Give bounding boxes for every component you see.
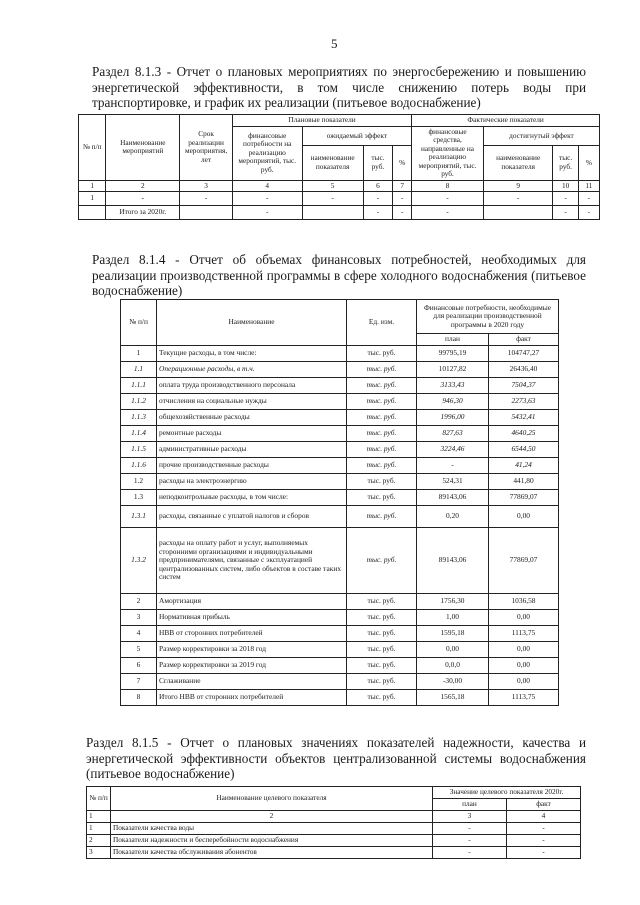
- row-name: Операционные расходы, в т.ч.: [157, 362, 347, 378]
- table-row: [121, 458, 559, 474]
- header-unit: Ед. изм.: [347, 300, 417, 346]
- table-cell: 1: [87, 811, 111, 823]
- row-num: 4: [121, 626, 157, 642]
- target-indicators-body: [87, 823, 581, 859]
- table-cell: -: [412, 206, 484, 220]
- table-cell: 3: [433, 811, 507, 823]
- row-num: 1.1.5: [121, 442, 157, 458]
- header-target-value: Значение целевого показателя 2020г.: [433, 787, 581, 799]
- row-plan: 0,00: [417, 642, 489, 658]
- table-row: [121, 690, 559, 706]
- table-cell: 6: [363, 180, 393, 192]
- header-plan: план: [433, 799, 507, 811]
- row-name: расходы на электроэнергию: [157, 474, 347, 490]
- table-cell: 9: [483, 180, 553, 192]
- table-cell: 11: [578, 180, 599, 192]
- table-cell: -: [363, 206, 393, 220]
- header-indicator-name: Наименование целевого показателя: [111, 787, 433, 811]
- header-num: № п/п: [79, 115, 106, 181]
- target-indicators-table: [86, 786, 581, 859]
- table-cell: -: [106, 192, 180, 206]
- row-unit: тыс. руб.: [347, 528, 417, 594]
- row-unit: тыс. руб.: [347, 506, 417, 528]
- row-unit: тыс. руб.: [347, 410, 417, 426]
- row-num: 2: [121, 594, 157, 610]
- table-cell: -: [393, 192, 412, 206]
- table-row: [121, 658, 559, 674]
- row-unit: тыс. руб.: [347, 378, 417, 394]
- row-num: 8: [121, 690, 157, 706]
- header-actual: Фактические показатели: [412, 115, 600, 127]
- table-cell: 10: [553, 180, 578, 192]
- header-fin-need: Финансовые потребности, необходимые для реализации производственной программы в 2020 году: [417, 300, 559, 334]
- table-cell: [180, 206, 233, 220]
- table-row: [79, 192, 600, 206]
- table-cell: -: [483, 192, 553, 206]
- row-name: расходы, связанные с уплатой налогов и сборов: [157, 506, 347, 528]
- row-num: 1.1.6: [121, 458, 157, 474]
- row-num: 3: [87, 847, 111, 859]
- header-percent: %: [578, 146, 599, 180]
- table-cell: 1: [79, 192, 106, 206]
- header-name: Наименование: [157, 300, 347, 346]
- row-fact: 1113,75: [489, 690, 559, 706]
- row-name: общехозяйственные расходы: [157, 410, 347, 426]
- table-row: [121, 362, 559, 378]
- row-unit: тыс. руб.: [347, 626, 417, 642]
- row-fact: 77869,07: [489, 490, 559, 506]
- row-num: 1: [121, 346, 157, 362]
- header-num: № п/п: [87, 787, 111, 811]
- table-cell: 3: [180, 180, 233, 192]
- row-name: Размер корректировки за 2018 год: [157, 642, 347, 658]
- section-8-1-3-heading: Раздел 8.1.3 - Отчет о плановых мероприятиях по энергосбережению и повышению энергетической эффективности, в том числе снижению потерь воды при транспортировке, и график их реализации (питьевое водоснабжение): [92, 64, 586, 110]
- row-name: Размер корректировки за 2019 год: [157, 658, 347, 674]
- row-fact: 41,24: [489, 458, 559, 474]
- table-cell: -: [363, 192, 393, 206]
- row-unit: тыс. руб.: [347, 610, 417, 626]
- row-plan: -: [433, 835, 507, 847]
- row-num: 1.1.4: [121, 426, 157, 442]
- row-unit: тыс. руб.: [347, 690, 417, 706]
- table-row: [121, 394, 559, 410]
- table-cell: 2: [106, 180, 180, 192]
- row-name: расходы на оплату работ и услуг, выполняемых сторонними организациями и индивидуальными предпринимателями, связанные с эксплуатацией централизованных систем, либо объектов в составе таких систем: [157, 528, 347, 594]
- table-row: [121, 642, 559, 658]
- total-row: [79, 206, 600, 220]
- header-achieved-effect: достигнутый эффект: [483, 126, 599, 146]
- table-cell: [483, 206, 553, 220]
- row-name: Показатели качества обслуживания абонентов: [111, 847, 433, 859]
- table-cell: -: [180, 192, 233, 206]
- row-num: 1.3.1: [121, 506, 157, 528]
- row-unit: тыс. руб.: [347, 642, 417, 658]
- row-name: Показатели качества воды: [111, 823, 433, 835]
- row-fact: 1113,75: [489, 626, 559, 642]
- row-fact: 5432,41: [489, 410, 559, 426]
- row-name: оплата труда производственного персонала: [157, 378, 347, 394]
- row-num: 6: [121, 658, 157, 674]
- table-cell: 4: [507, 811, 581, 823]
- table-row: [87, 823, 581, 835]
- header-thous-rub: тыс. руб.: [363, 146, 393, 180]
- table-cell: -: [302, 192, 363, 206]
- row-fact: 2273,63: [489, 394, 559, 410]
- row-unit: тыс. руб.: [347, 394, 417, 410]
- table-row: [121, 626, 559, 642]
- row-num: 1.1.3: [121, 410, 157, 426]
- column-numbers-row: [87, 811, 581, 823]
- row-fact: 0,00: [489, 610, 559, 626]
- row-plan: 1,00: [417, 610, 489, 626]
- header-expected-effect: ожидаемый эффект: [302, 126, 412, 146]
- header-fin-need: финансовые потребности на реализацию мероприятий, тыс. руб.: [232, 126, 302, 180]
- row-num: 1.1: [121, 362, 157, 378]
- row-fact: -: [507, 823, 581, 835]
- table-row: [121, 474, 559, 490]
- row-name: Нормативная прибыль: [157, 610, 347, 626]
- row-unit: тыс. руб.: [347, 362, 417, 378]
- row-num: 1.1.2: [121, 394, 157, 410]
- row-plan: 1595,18: [417, 626, 489, 642]
- row-name: отчисления на социальные нужды: [157, 394, 347, 410]
- row-name: Текущие расходы, в том числе:: [157, 346, 347, 362]
- table-cell: 4: [232, 180, 302, 192]
- row-unit: тыс. руб.: [347, 594, 417, 610]
- table-cell: -: [578, 206, 599, 220]
- table-row: [121, 442, 559, 458]
- table-cell: -: [412, 192, 484, 206]
- row-fact: -: [507, 847, 581, 859]
- row-fact: 0,00: [489, 642, 559, 658]
- header-indicator-name: наименование показателя: [483, 146, 553, 180]
- table-cell: [79, 206, 106, 220]
- energy-measures-table: [78, 114, 600, 220]
- financial-needs-body: [121, 346, 559, 706]
- table-cell: 2: [111, 811, 433, 823]
- header-fact: факт: [489, 334, 559, 346]
- row-plan: -: [417, 458, 489, 474]
- row-plan: 10127,82: [417, 362, 489, 378]
- header-thous-rub: тыс. руб.: [553, 146, 578, 180]
- table-cell: -: [232, 206, 302, 220]
- table-row: [87, 835, 581, 847]
- header-percent: %: [393, 146, 412, 180]
- table-cell: [302, 206, 363, 220]
- row-fact: 26436,40: [489, 362, 559, 378]
- row-name: административные расходы: [157, 442, 347, 458]
- row-plan: 0,0,0: [417, 658, 489, 674]
- table-cell: 8: [412, 180, 484, 192]
- row-fact: 0,00: [489, 674, 559, 690]
- section-8-1-4-heading: Раздел 8.1.4 - Отчет об объемах финансовых потребностей, необходимых для реализации производственной программы в сфере холодного водоснабжения (питьевое водоснабжение): [92, 252, 586, 298]
- table-cell: 1: [79, 180, 106, 192]
- row-plan: 827,63: [417, 426, 489, 442]
- table-row: [121, 528, 559, 594]
- row-num: 2: [87, 835, 111, 847]
- table-row: [121, 506, 559, 528]
- row-plan: 524,31: [417, 474, 489, 490]
- header-term: Срок реализации мероприятия, лет: [180, 115, 233, 181]
- table-row: [121, 378, 559, 394]
- row-unit: тыс. руб.: [347, 674, 417, 690]
- row-unit: тыс. руб.: [347, 490, 417, 506]
- row-name: НВВ от сторонних потребителей: [157, 626, 347, 642]
- table-row: [121, 426, 559, 442]
- row-num: 1.1.1: [121, 378, 157, 394]
- row-num: 7: [121, 674, 157, 690]
- row-fact: 77869,07: [489, 528, 559, 594]
- row-plan: 1996,00: [417, 410, 489, 426]
- table-row: [87, 847, 581, 859]
- table-cell: -: [578, 192, 599, 206]
- total-label: Итого за 2020г.: [106, 206, 180, 220]
- financial-needs-table: [120, 299, 559, 706]
- table-cell: -: [232, 192, 302, 206]
- row-name: Показатели надежности и бесперебойности водоснабжения: [111, 835, 433, 847]
- header-planned: Плановые показатели: [232, 115, 411, 127]
- row-name: ремонтные расходы: [157, 426, 347, 442]
- section-8-1-5-heading: Раздел 8.1.5 - Отчет о плановых значениях показателей надежности, качества и энергетической эффективности объектов централизованной системы водоснабжения (питьевое водоснабжение): [86, 735, 586, 781]
- row-plan: -: [433, 847, 507, 859]
- header-fact: факт: [507, 799, 581, 811]
- row-plan: 89143,06: [417, 490, 489, 506]
- row-plan: 1756,30: [417, 594, 489, 610]
- row-name: Амортизация: [157, 594, 347, 610]
- row-num: 5: [121, 642, 157, 658]
- row-unit: тыс. руб.: [347, 346, 417, 362]
- row-fact: 0,00: [489, 506, 559, 528]
- header-fin-means: финансовые средства, направленные на реализацию мероприятий, тыс. руб.: [412, 126, 484, 180]
- row-name: прочие производственные расходы: [157, 458, 347, 474]
- table-cell: -: [393, 206, 412, 220]
- row-fact: 1036,58: [489, 594, 559, 610]
- row-num: 1.3: [121, 490, 157, 506]
- column-numbers-row: [79, 180, 600, 192]
- row-plan: 89143,06: [417, 528, 489, 594]
- row-plan: 3133,43: [417, 378, 489, 394]
- row-name: Итого НВВ от сторонних потребителей: [157, 690, 347, 706]
- row-plan: -: [433, 823, 507, 835]
- row-fact: 7504,37: [489, 378, 559, 394]
- row-num: 1: [87, 823, 111, 835]
- row-plan: 946,30: [417, 394, 489, 410]
- header-num: № п/п: [121, 300, 157, 346]
- row-name: неподконтрольные расходы, в том числе:: [157, 490, 347, 506]
- row-unit: тыс. руб.: [347, 442, 417, 458]
- table-row: [121, 490, 559, 506]
- row-fact: 6544,50: [489, 442, 559, 458]
- row-fact: 4640,25: [489, 426, 559, 442]
- header-plan: план: [417, 334, 489, 346]
- table-cell: -: [553, 192, 578, 206]
- table-cell: 7: [393, 180, 412, 192]
- header-indicator-name: наименование показателя: [302, 146, 363, 180]
- table-row: [121, 610, 559, 626]
- row-num: 1.2: [121, 474, 157, 490]
- table-cell: -: [553, 206, 578, 220]
- row-fact: 441,80: [489, 474, 559, 490]
- row-plan: -30,00: [417, 674, 489, 690]
- page-number: 5: [331, 36, 338, 51]
- table-cell: 5: [302, 180, 363, 192]
- row-unit: тыс. руб.: [347, 474, 417, 490]
- row-plan: 99795,19: [417, 346, 489, 362]
- row-num: 3: [121, 610, 157, 626]
- row-name: Сглаживание: [157, 674, 347, 690]
- row-plan: 1565,18: [417, 690, 489, 706]
- row-unit: тыс. руб.: [347, 426, 417, 442]
- row-fact: 0,00: [489, 658, 559, 674]
- row-num: 1.3.2: [121, 528, 157, 594]
- row-plan: 0,20: [417, 506, 489, 528]
- row-unit: тыс. руб.: [347, 658, 417, 674]
- header-measure-name: Наименование мероприятий: [106, 115, 180, 181]
- row-fact: 104747,27: [489, 346, 559, 362]
- table-row: [121, 674, 559, 690]
- row-fact: -: [507, 835, 581, 847]
- row-unit: тыс. руб.: [347, 458, 417, 474]
- table-row: [121, 346, 559, 362]
- row-plan: 3224,46: [417, 442, 489, 458]
- table-row: [121, 410, 559, 426]
- table-row: [121, 594, 559, 610]
